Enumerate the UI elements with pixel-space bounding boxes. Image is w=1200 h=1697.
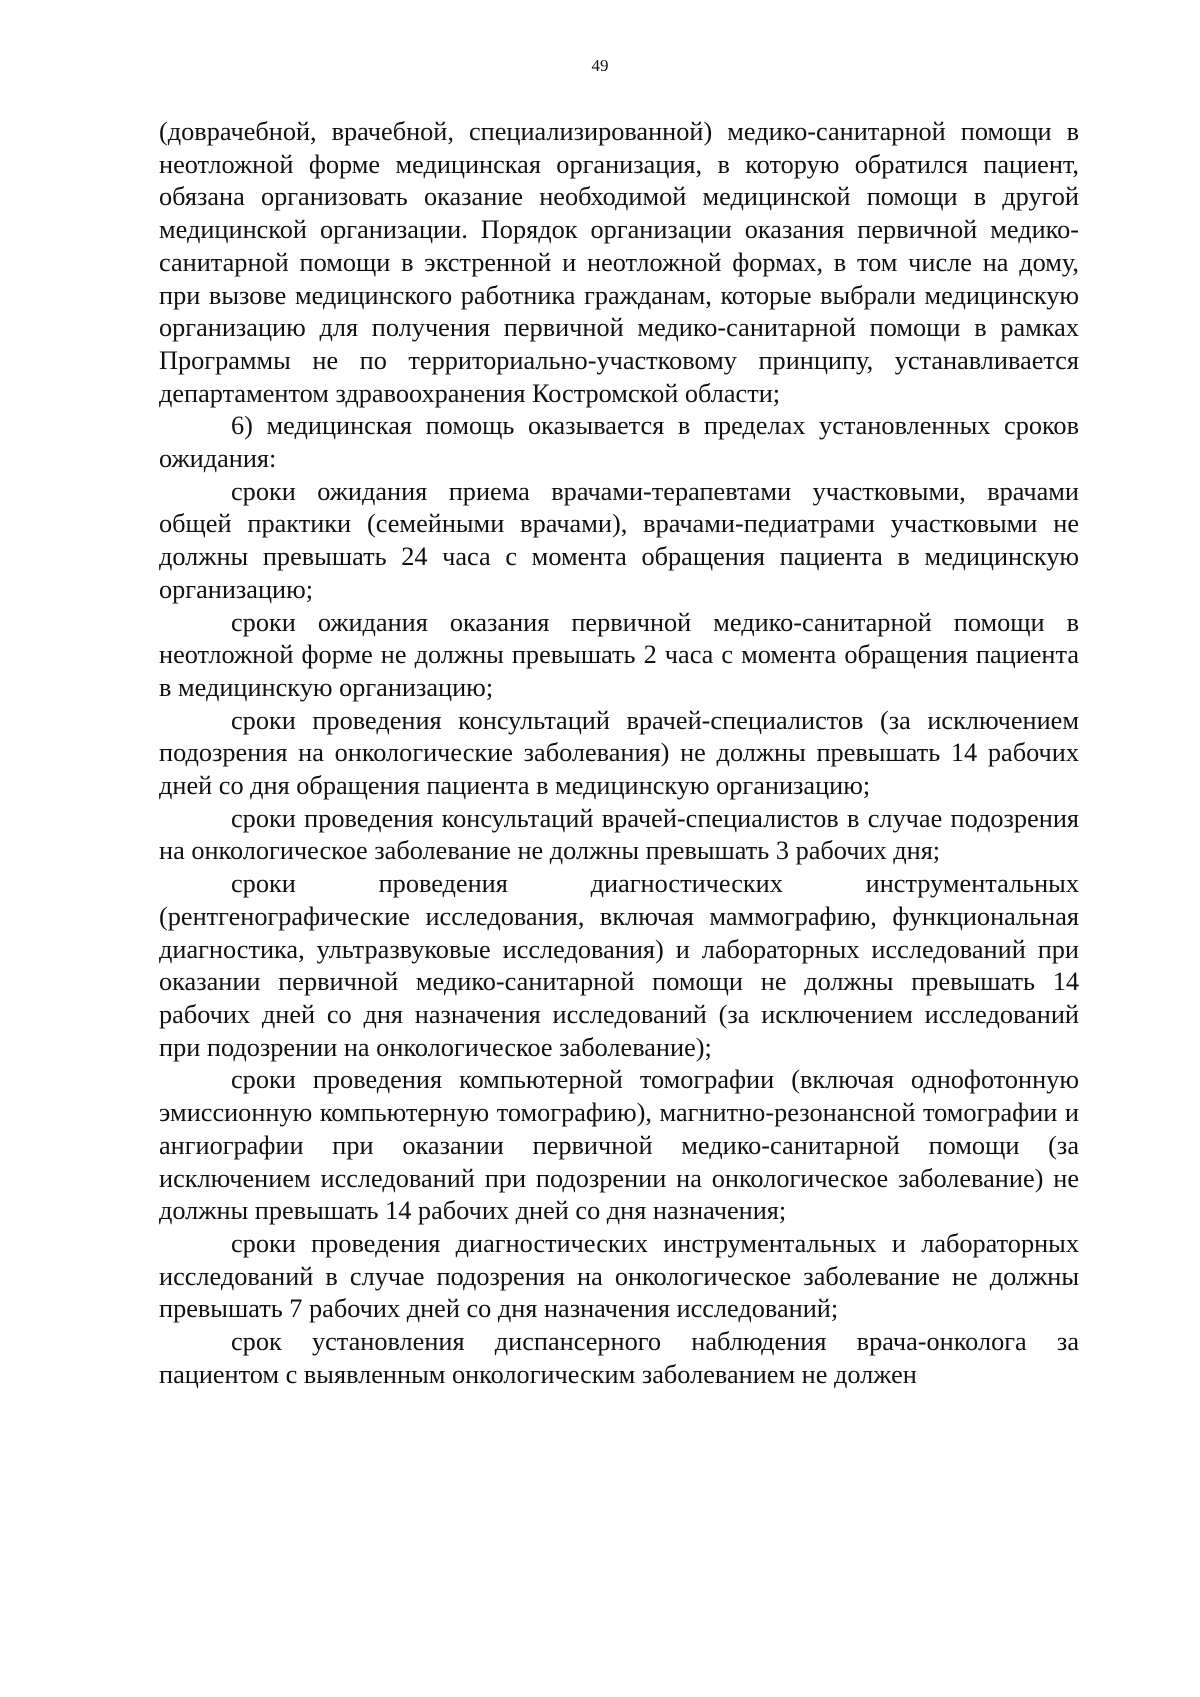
paragraph-first-hospital-referral: (доврачебной, врачебной, специализированной) медико-санитарной помощи в неотложной форме медицинская организация, в которую обратился пациент, обязана организовать оказание необходимой медицинской помощи в другой медицинской организации. Порядок организации оказания первичной медико-санитарной помощи в экстренной и неотложной формах, в том числе на дому, при вызове медицинского работника гражданам, которые выбрали медицинскую организацию для получения первичной медико-санитарной помощи в рамках Программы не по территориально-участковому принципу, устанавливается департаментом здравоохранения Костромской области; (159, 117, 1079, 408)
paragraph-specialist-consultation: сроки проведения консультаций врачей-специалистов (за исключением подозрения на онкологические заболевания) не должны превышать 14 рабочих дней со дня обращения пациента в медицинскую организацию; (159, 705, 1079, 801)
page-number: 49 (591, 56, 609, 75)
paragraph-therapist-waiting: сроки ожидания приема врачами-терапевтами участковыми, врачами общей практики (семейными врачами), врачами-педиатрами участковыми не должны превышать 24 часа с момента обращения пациента в медицинскую организацию; (159, 476, 1079, 604)
paragraph-item-6-waiting-times: 6) медицинская помощь оказывается в пределах установленных сроков ожидания: (159, 411, 1079, 474)
paragraph-diagnostic-tests: сроки проведения диагностических инструментальных (рентгенографические исследования, включая маммографию, функциональная диагностика, ультразвуковые исследования) и лабораторных исследований при оказании первичной медико-санитарной помощи не должны превышать 14 рабочих дней со дня назначения исследований (за исключением исследований при подозрении на онкологическое заболевание); (159, 869, 1079, 1062)
paragraph-tomography: сроки проведения компьютерной томографии (включая однофотонную эмиссионную компьютерную томографию), магнитно-резонансной томографии и ангиографии при оказании первичной медико-санитарной помощи (за исключением исследований при подозрении на онкологическое заболевание) не должны превышать 14 рабочих дней со дня назначения; (159, 1065, 1079, 1226)
paragraph-urgent-care-waiting: сроки ожидания оказания первичной медико-санитарной помощи в неотложной форме не должны превышать 2 часа с момента обращения пациента в медицинскую организацию; (159, 607, 1079, 702)
paragraph-oncology-consultation: сроки проведения консультаций врачей-специалистов в случае подозрения на онкологическое заболевание не должны превышать 3 рабочих дня; (159, 803, 1079, 866)
document-body (159, 116, 1079, 1391)
paragraph-oncologist-observation: срок установления диспансерного наблюдения врача-онколога за пациентом с выявленным онкологическим заболеванием не должен (159, 1327, 1079, 1389)
paragraph-oncology-diagnostics: сроки проведения диагностических инструментальных и лабораторных исследований в случае подозрения на онкологическое заболевание не должны превышать 7 рабочих дней со дня назначения исследований; (159, 1228, 1079, 1324)
